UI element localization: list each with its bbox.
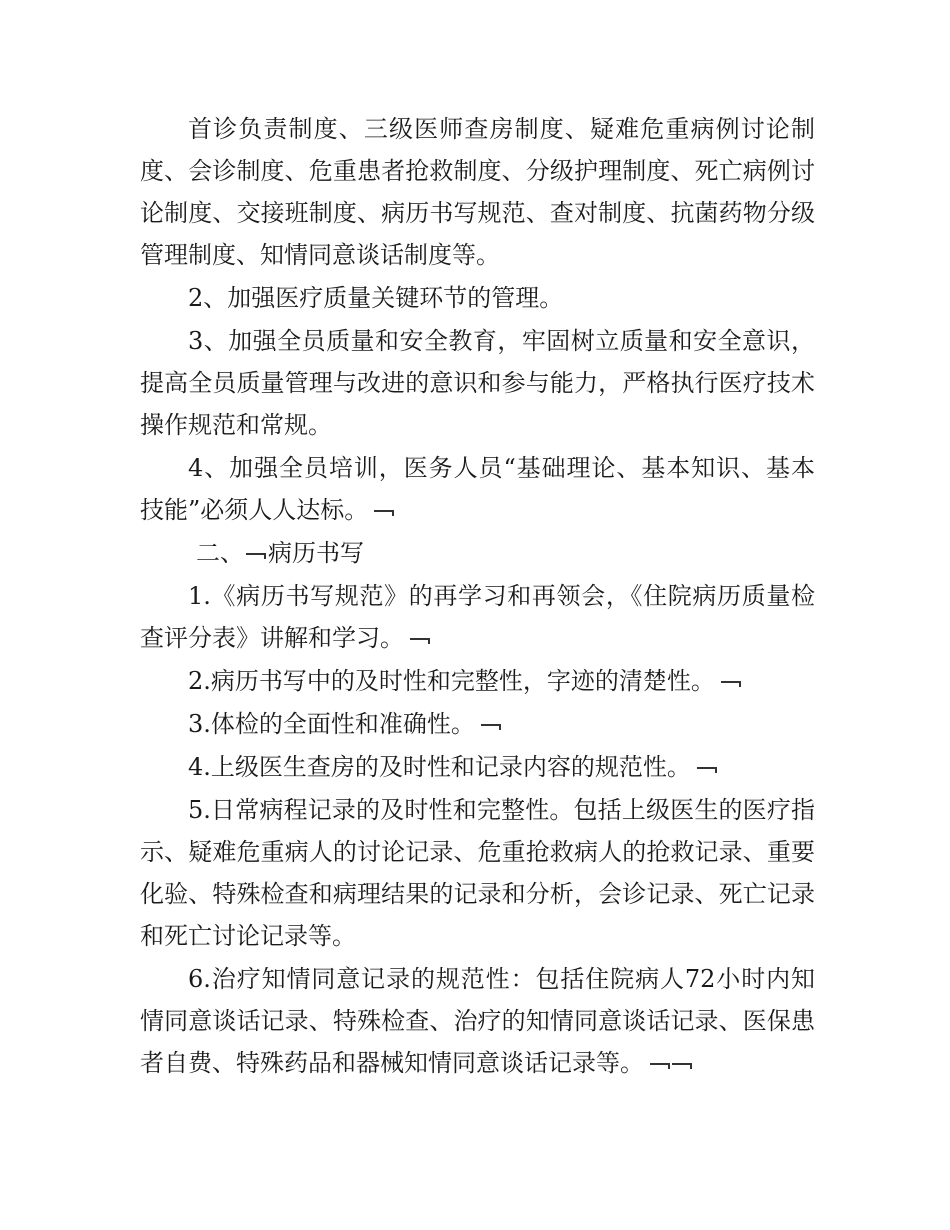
paragraph-text: 4、加强全员培训，医务人员“基础理论、基本知识、基本技能”必须人人达标。 xyxy=(140,454,815,524)
paragraph-mark-icon xyxy=(672,1061,692,1069)
paragraph-text: 3、加强全员质量和安全教育，牢固树立质量和安全意识，提高全员质量管理与改进的意识和参与能力，严格执行医疗技术操作规范和常规。 xyxy=(140,327,815,439)
paragraph-text: 2、加强医疗质量关键环节的管理。 xyxy=(188,284,564,312)
section-heading xyxy=(140,532,815,574)
list-item-text: 1.《病历书写规范》的再学习和再领会，《住院病历质量检查评分表》讲解和学习。 xyxy=(140,582,815,652)
paragraph-core-systems xyxy=(140,108,815,276)
list-item xyxy=(140,660,815,702)
section-title: 病历书写 xyxy=(268,539,364,567)
list-item xyxy=(140,575,815,659)
list-item xyxy=(140,703,815,745)
paragraph-staff-training xyxy=(140,447,815,531)
section-number: 二、 xyxy=(196,539,244,567)
document-page xyxy=(140,108,815,1085)
list-item-text: 3.体检的全面性和准确性。 xyxy=(188,710,475,738)
paragraph-key-links xyxy=(140,277,815,319)
list-item-text: 4.上级医生查房的及时性和记录内容的规范性。 xyxy=(188,753,691,781)
paragraph-mark-icon xyxy=(650,1061,670,1069)
paragraph-mark-icon xyxy=(246,551,266,559)
list-item-text: 6.治疗知情同意记录的规范性：包括住院病人72小时内知情同意谈话记录、特殊检查、治疗的知情同意谈话记录、医保患者自费、特殊药品和器械知情同意谈话记录等。 xyxy=(140,965,815,1077)
list-item xyxy=(140,958,815,1084)
paragraph-mark-icon xyxy=(481,722,501,730)
list-item-text: 5.日常病程记录的及时性和完整性。包括上级医生的医疗指示、疑难危重病人的讨论记录、危重抢救病人的抢救记录、重要化验、特殊检查和病理结果的记录和分析，会诊记录、死亡记录和死亡讨论记录等。 xyxy=(140,796,815,950)
paragraph-mark-icon xyxy=(721,679,741,687)
paragraph-quality-education xyxy=(140,320,815,446)
paragraph-mark-icon xyxy=(374,508,394,516)
paragraph-text: 首诊负责制度、三级医师查房制度、疑难危重病例讨论制度、会诊制度、危重患者抢救制度、分级护理制度、死亡病例讨论制度、交接班制度、病历书写规范、查对制度、抗菌药物分级管理制度、知情同意谈话制度等。 xyxy=(140,115,815,269)
list-item xyxy=(140,746,815,788)
paragraph-mark-icon xyxy=(697,765,717,773)
list-item-text: 2.病历书写中的及时性和完整性，字迹的清楚性。 xyxy=(188,667,715,695)
paragraph-mark-icon xyxy=(410,636,430,644)
list-item xyxy=(140,789,815,957)
